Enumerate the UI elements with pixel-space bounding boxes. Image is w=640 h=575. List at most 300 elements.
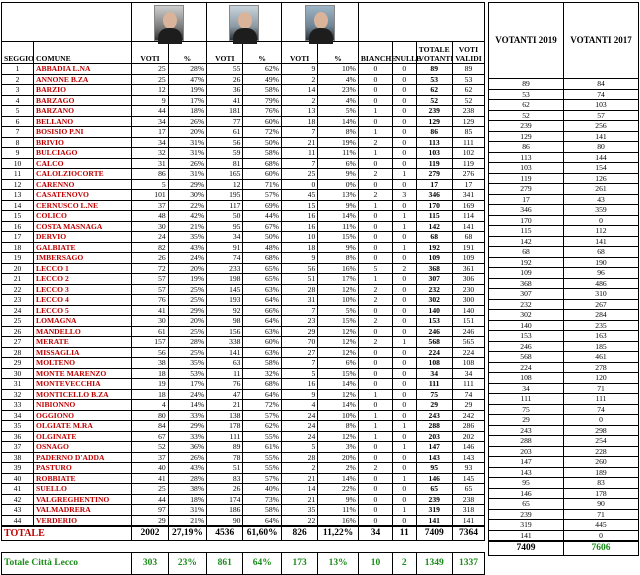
voti-2-cell: 193 bbox=[207, 295, 243, 306]
table-row bbox=[2, 295, 485, 306]
votanti-2017-cell: 144 bbox=[564, 152, 639, 163]
votanti-2019-cell: 53 bbox=[489, 89, 564, 100]
nulle-cell: 0 bbox=[393, 200, 417, 211]
voti-3-cell: 22 bbox=[281, 515, 317, 526]
pct-2-cell: 49% bbox=[243, 74, 281, 85]
voti-3-cell: 9 bbox=[281, 64, 317, 75]
bianche-cell: 0 bbox=[358, 211, 392, 222]
table-row bbox=[2, 484, 485, 495]
pct-2-cell: 50% bbox=[243, 232, 281, 243]
seggio-cell: 40 bbox=[2, 473, 34, 484]
comparison-row bbox=[489, 247, 639, 258]
table-row bbox=[2, 442, 485, 453]
voti-validi-cell: 361 bbox=[452, 263, 484, 274]
voti-3-cell: 2 bbox=[281, 463, 317, 474]
pct-3-cell: 9% bbox=[318, 494, 359, 505]
table-row bbox=[2, 263, 485, 274]
comparison-row bbox=[489, 457, 639, 468]
pct-2-cell: 44% bbox=[243, 211, 281, 222]
table-row bbox=[2, 379, 485, 390]
nulle-cell: 0 bbox=[393, 368, 417, 379]
voti-3-cell: 13 bbox=[281, 106, 317, 117]
comune-cell: NIBIONNO bbox=[34, 400, 132, 411]
nulle-cell: 1 bbox=[393, 221, 417, 232]
table-row bbox=[2, 190, 485, 201]
votanti-2017-cell: 68 bbox=[564, 247, 639, 258]
table-row bbox=[2, 326, 485, 337]
voti-3-cell: 18 bbox=[281, 242, 317, 253]
totale-votanti-cell: 75 bbox=[416, 389, 452, 400]
votanti-2019-cell: 143 bbox=[489, 467, 564, 478]
nulle-cell: 0 bbox=[393, 148, 417, 159]
voti-3-cell: 24 bbox=[281, 431, 317, 442]
pct-2-cell: 71% bbox=[243, 179, 281, 190]
voti-3-cell: 29 bbox=[281, 326, 317, 337]
table-row bbox=[2, 316, 485, 327]
seggio-cell: 11 bbox=[2, 169, 34, 180]
voti-1-cell: 30 bbox=[132, 221, 168, 232]
voti-3-cell: 27 bbox=[281, 347, 317, 358]
comparison-row bbox=[489, 520, 639, 531]
votanti-2017-cell: 284 bbox=[564, 310, 639, 321]
city-bianche: 10 bbox=[358, 553, 392, 575]
voti-1-cell: 82 bbox=[132, 242, 168, 253]
comune-cell: BELLANO bbox=[34, 116, 132, 127]
totale-votanti-cell: 243 bbox=[416, 410, 452, 421]
voti-validi-cell: 146 bbox=[452, 442, 484, 453]
totale-votanti-cell: 62 bbox=[416, 85, 452, 96]
voti-validi-cell: 286 bbox=[452, 421, 484, 432]
votanti-2017-cell: 235 bbox=[564, 320, 639, 331]
table-row bbox=[2, 505, 485, 516]
voti-validi-cell: 129 bbox=[452, 116, 484, 127]
voti-3-cell: 16 bbox=[281, 379, 317, 390]
bianche-cell: 2 bbox=[358, 337, 392, 348]
bianche-cell: 1 bbox=[358, 106, 392, 117]
votanti-2017-cell: 112 bbox=[564, 226, 639, 237]
totale-votanti-cell: 119 bbox=[416, 158, 452, 169]
seggio-cell: 30 bbox=[2, 368, 34, 379]
comparison-row bbox=[489, 352, 639, 363]
table-row bbox=[2, 64, 485, 75]
comune-cell: BULCIAGO bbox=[34, 148, 132, 159]
pct-2-cell: 64% bbox=[243, 389, 281, 400]
voti-1-cell: 37 bbox=[132, 452, 168, 463]
bianche-cell: 1 bbox=[358, 410, 392, 421]
nulle-cell: 0 bbox=[393, 484, 417, 495]
bianche-cell: 0 bbox=[358, 179, 392, 190]
totale-votanti-cell: 103 bbox=[416, 148, 452, 159]
votanti-2017-cell: 80 bbox=[564, 142, 639, 153]
pct-1-cell: 25% bbox=[168, 326, 206, 337]
pct-1-cell: 20% bbox=[168, 316, 206, 327]
bianche-cell: 0 bbox=[358, 64, 392, 75]
votanti-2019-cell: 319 bbox=[489, 520, 564, 531]
pct-3-cell: 14% bbox=[318, 473, 359, 484]
pct-2-cell: 40% bbox=[243, 484, 281, 495]
pct-1-cell: 43% bbox=[168, 463, 206, 474]
totale-votanti-cell: 246 bbox=[416, 326, 452, 337]
voti-validi-cell: 242 bbox=[452, 410, 484, 421]
voti-validi-cell: 140 bbox=[452, 305, 484, 316]
votanti-2017-cell: 126 bbox=[564, 173, 639, 184]
comune-cell: CALCO bbox=[34, 158, 132, 169]
city-p1: 23% bbox=[168, 553, 206, 575]
voti-2-cell: 95 bbox=[207, 221, 243, 232]
nulle-cell: 0 bbox=[393, 463, 417, 474]
seggio-cell: 43 bbox=[2, 505, 34, 516]
votanti-2017-cell: 359 bbox=[564, 205, 639, 216]
voti-2-cell: 117 bbox=[207, 200, 243, 211]
voti-1-cell: 25 bbox=[132, 64, 168, 75]
voti-1-cell: 34 bbox=[132, 137, 168, 148]
comparison-row bbox=[489, 394, 639, 405]
bianche-cell: 1 bbox=[358, 127, 392, 138]
voti-2-cell: 165 bbox=[207, 169, 243, 180]
voti-validi-cell: 565 bbox=[452, 337, 484, 348]
header-votanti-2017: VOTANTI 2017 bbox=[564, 3, 639, 79]
bianche-cell: 1 bbox=[358, 200, 392, 211]
voti-1-cell: 61 bbox=[132, 326, 168, 337]
pct-1-cell: 19% bbox=[168, 85, 206, 96]
comune-cell: BARZANO bbox=[34, 106, 132, 117]
votanti-2017-cell: 120 bbox=[564, 373, 639, 384]
votanti-2019-cell: 109 bbox=[489, 268, 564, 279]
votanti-2019-cell: 29 bbox=[489, 415, 564, 426]
pct-2-cell: 63% bbox=[243, 284, 281, 295]
totale-votanti-cell: 108 bbox=[416, 358, 452, 369]
seggio-cell: 1 bbox=[2, 64, 34, 75]
voti-1-cell: 157 bbox=[132, 337, 168, 348]
seggio-cell: 8 bbox=[2, 137, 34, 148]
comune-cell: GALBIATE bbox=[34, 242, 132, 253]
pct-1-cell: 25% bbox=[168, 347, 206, 358]
comparison-table bbox=[488, 2, 639, 556]
voti-3-cell: 31 bbox=[281, 295, 317, 306]
table-row bbox=[2, 515, 485, 526]
total-votanti-2019: 7409 bbox=[489, 541, 564, 556]
pct-1-cell: 22% bbox=[168, 200, 206, 211]
pct-1-cell: 35% bbox=[168, 232, 206, 243]
seggio-cell: 44 bbox=[2, 515, 34, 526]
total-label: TOTALE bbox=[2, 526, 132, 541]
pct-1-cell: 38% bbox=[168, 484, 206, 495]
pct-1-cell: 35% bbox=[168, 358, 206, 369]
pct-2-cell: 62% bbox=[243, 64, 281, 75]
seggio-cell: 25 bbox=[2, 316, 34, 327]
pct-1-cell: 29% bbox=[168, 421, 206, 432]
votanti-2017-cell: 310 bbox=[564, 289, 639, 300]
comparison-row bbox=[489, 194, 639, 205]
seggio-cell: 32 bbox=[2, 389, 34, 400]
votanti-2017-cell: 154 bbox=[564, 163, 639, 174]
nulle-cell: 1 bbox=[393, 337, 417, 348]
pct-2-cell: 65% bbox=[243, 274, 281, 285]
votanti-2019-cell: 52 bbox=[489, 110, 564, 121]
candidate-3-photo bbox=[305, 5, 335, 41]
voti-2-cell: 26 bbox=[207, 74, 243, 85]
voti-2-cell: 98 bbox=[207, 316, 243, 327]
pct-2-cell: 72% bbox=[243, 127, 281, 138]
bianche-cell: 1 bbox=[358, 421, 392, 432]
voti-2-cell: 59 bbox=[207, 148, 243, 159]
header-comune: COMUNE bbox=[34, 42, 132, 64]
totale-votanti-cell: 89 bbox=[416, 64, 452, 75]
pct-2-cell: 58% bbox=[243, 148, 281, 159]
totale-votanti-cell: 17 bbox=[416, 179, 452, 190]
pct-3-cell: 4% bbox=[318, 95, 359, 106]
bianche-cell: 2 bbox=[358, 463, 392, 474]
bianche-cell: 0 bbox=[358, 452, 392, 463]
voti-2-cell: 83 bbox=[207, 473, 243, 484]
votanti-2019-cell: 192 bbox=[489, 257, 564, 268]
pct-2-cell: 55% bbox=[243, 452, 281, 463]
voti-3-cell: 2 bbox=[281, 74, 317, 85]
voti-2-cell: 55 bbox=[207, 64, 243, 75]
voti-3-cell: 5 bbox=[281, 442, 317, 453]
votanti-2019-cell: 89 bbox=[489, 79, 564, 90]
comparison-row bbox=[489, 299, 639, 310]
voti-3-cell: 35 bbox=[281, 505, 317, 516]
voti-1-cell: 26 bbox=[132, 253, 168, 264]
total-v3: 826 bbox=[281, 526, 317, 541]
pct-3-cell: 10% bbox=[318, 295, 359, 306]
votanti-2019-cell: 368 bbox=[489, 278, 564, 289]
totale-votanti-cell: 232 bbox=[416, 284, 452, 295]
pct-2-cell: 60% bbox=[243, 337, 281, 348]
header-votanti-2019: VOTANTI 2019 bbox=[489, 3, 564, 79]
seggio-cell: 10 bbox=[2, 158, 34, 169]
voti-2-cell: 111 bbox=[207, 431, 243, 442]
pct-3-cell: 15% bbox=[318, 316, 359, 327]
voti-3-cell: 70 bbox=[281, 337, 317, 348]
city-v3: 173 bbox=[281, 553, 317, 575]
nulle-cell: 0 bbox=[393, 410, 417, 421]
votanti-2017-cell: 189 bbox=[564, 467, 639, 478]
nulle-cell: 0 bbox=[393, 389, 417, 400]
pct-1-cell: 24% bbox=[168, 389, 206, 400]
voti-1-cell: 25 bbox=[132, 74, 168, 85]
table-row bbox=[2, 137, 485, 148]
voti-3-cell: 25 bbox=[281, 169, 317, 180]
pct-2-cell: 60% bbox=[243, 116, 281, 127]
results-table bbox=[1, 2, 485, 575]
comparison-row bbox=[489, 373, 639, 384]
voti-validi-cell: 224 bbox=[452, 347, 484, 358]
seggio-cell: 15 bbox=[2, 211, 34, 222]
voti-validi-cell: 108 bbox=[452, 358, 484, 369]
seggio-cell: 21 bbox=[2, 274, 34, 285]
voti-2-cell: 50 bbox=[207, 211, 243, 222]
pct-1-cell: 17% bbox=[168, 379, 206, 390]
voti-3-cell: 28 bbox=[281, 284, 317, 295]
voti-3-cell: 10 bbox=[281, 232, 317, 243]
bianche-cell: 0 bbox=[358, 232, 392, 243]
totale-votanti-cell: 203 bbox=[416, 431, 452, 442]
totale-votanti-cell: 239 bbox=[416, 494, 452, 505]
table-row bbox=[2, 347, 485, 358]
votanti-2017-cell: 228 bbox=[564, 446, 639, 457]
table-row bbox=[2, 85, 485, 96]
bianche-cell: 0 bbox=[358, 400, 392, 411]
comune-cell: ANNONE B.ZA bbox=[34, 74, 132, 85]
bianche-cell: 1 bbox=[358, 389, 392, 400]
totale-votanti-cell: 115 bbox=[416, 211, 452, 222]
totale-votanti-cell: 279 bbox=[416, 169, 452, 180]
voti-2-cell: 74 bbox=[207, 253, 243, 264]
voti-2-cell: 181 bbox=[207, 106, 243, 117]
pct-2-cell: 68% bbox=[243, 253, 281, 264]
voti-3-cell: 9 bbox=[281, 253, 317, 264]
totale-votanti-cell: 302 bbox=[416, 295, 452, 306]
bianche-cell: 2 bbox=[358, 295, 392, 306]
pct-2-cell: 58% bbox=[243, 358, 281, 369]
total-v2: 4536 bbox=[207, 526, 243, 541]
votanti-2017-cell: 0 bbox=[564, 530, 639, 541]
city-p3: 13% bbox=[318, 553, 359, 575]
voti-2-cell: 195 bbox=[207, 190, 243, 201]
comune-cell: BARZIO bbox=[34, 85, 132, 96]
pct-2-cell: 57% bbox=[243, 473, 281, 484]
pct-3-cell: 11% bbox=[318, 148, 359, 159]
voti-validi-cell: 141 bbox=[452, 515, 484, 526]
voti-validi-cell: 230 bbox=[452, 284, 484, 295]
pct-2-cell: 65% bbox=[243, 263, 281, 274]
voti-3-cell: 11 bbox=[281, 148, 317, 159]
pct-1-cell: 31% bbox=[168, 148, 206, 159]
pct-3-cell: 15% bbox=[318, 368, 359, 379]
totale-votanti-cell: 52 bbox=[416, 95, 452, 106]
comune-cell: BOSISIO P.NI bbox=[34, 127, 132, 138]
seggio-cell: 31 bbox=[2, 379, 34, 390]
voti-3-cell: 23 bbox=[281, 316, 317, 327]
table-row bbox=[2, 116, 485, 127]
bianche-cell: 0 bbox=[358, 368, 392, 379]
pct-3-cell: 14% bbox=[318, 211, 359, 222]
votanti-2019-cell: 17 bbox=[489, 194, 564, 205]
voti-2-cell: 178 bbox=[207, 421, 243, 432]
pct-1-cell: 30% bbox=[168, 190, 206, 201]
voti-validi-cell: 53 bbox=[452, 74, 484, 85]
bianche-cell: 0 bbox=[358, 116, 392, 127]
pct-3-cell: 12% bbox=[318, 431, 359, 442]
voti-1-cell: 5 bbox=[132, 179, 168, 190]
votanti-2017-cell: 185 bbox=[564, 341, 639, 352]
votanti-2017-cell: 141 bbox=[564, 131, 639, 142]
voti-1-cell: 41 bbox=[132, 305, 168, 316]
seggio-cell: 9 bbox=[2, 148, 34, 159]
pct-1-cell: 33% bbox=[168, 410, 206, 421]
votanti-2019-cell: 140 bbox=[489, 320, 564, 331]
total-p3: 11,22% bbox=[318, 526, 359, 541]
votanti-2019-cell: 129 bbox=[489, 131, 564, 142]
voti-validi-cell: 52 bbox=[452, 95, 484, 106]
nulle-cell: 0 bbox=[393, 431, 417, 442]
city-total-row bbox=[2, 553, 485, 575]
bianche-cell: 0 bbox=[358, 74, 392, 85]
pct-2-cell: 57% bbox=[243, 410, 281, 421]
voti-2-cell: 174 bbox=[207, 494, 243, 505]
voti-validi-cell: 341 bbox=[452, 190, 484, 201]
votanti-2019-cell: 62 bbox=[489, 100, 564, 111]
pct-3-cell: 9% bbox=[318, 200, 359, 211]
table-row bbox=[2, 368, 485, 379]
comune-cell: BRIVIO bbox=[34, 137, 132, 148]
voti-2-cell: 78 bbox=[207, 452, 243, 463]
pct-3-cell: 4% bbox=[318, 74, 359, 85]
bianche-cell: 0 bbox=[358, 347, 392, 358]
nulle-cell: 0 bbox=[393, 284, 417, 295]
header-blank bbox=[2, 3, 132, 42]
voti-3-cell: 14 bbox=[281, 85, 317, 96]
votanti-2019-cell: 115 bbox=[489, 226, 564, 237]
seggio-cell: 3 bbox=[2, 85, 34, 96]
nulle-cell: 0 bbox=[393, 179, 417, 190]
bianche-cell: 0 bbox=[358, 379, 392, 390]
pct-3-cell: 11% bbox=[318, 505, 359, 516]
comune-cell: MOLTENO bbox=[34, 358, 132, 369]
votanti-2017-cell: 461 bbox=[564, 352, 639, 363]
votanti-2019-cell: 141 bbox=[489, 530, 564, 541]
comparison-row bbox=[489, 89, 639, 100]
pct-1-cell: 19% bbox=[168, 274, 206, 285]
votanti-2019-cell: 147 bbox=[489, 457, 564, 468]
pct-1-cell: 31% bbox=[168, 137, 206, 148]
voti-3-cell: 14 bbox=[281, 484, 317, 495]
voti-3-cell: 21 bbox=[281, 473, 317, 484]
voti-3-cell: 24 bbox=[281, 410, 317, 421]
table-row bbox=[2, 421, 485, 432]
pct-3-cell: 14% bbox=[318, 400, 359, 411]
table-row bbox=[2, 431, 485, 442]
voti-validi-cell: 238 bbox=[452, 106, 484, 117]
comune-cell: VERDERIO bbox=[34, 515, 132, 526]
table-row bbox=[2, 148, 485, 159]
pct-1-cell: 21% bbox=[168, 221, 206, 232]
pct-3-cell: 23% bbox=[318, 85, 359, 96]
voti-validi-cell: 143 bbox=[452, 452, 484, 463]
voti-1-cell: 86 bbox=[132, 169, 168, 180]
nulle-cell: 1 bbox=[393, 505, 417, 516]
votanti-2019-cell: 113 bbox=[489, 152, 564, 163]
nulle-cell: 1 bbox=[393, 442, 417, 453]
comune-cell: MONTICELLO B.ZA bbox=[34, 389, 132, 400]
pct-2-cell: 60% bbox=[243, 169, 281, 180]
voti-validi-cell: 145 bbox=[452, 473, 484, 484]
totale-votanti-cell: 142 bbox=[416, 221, 452, 232]
comparison-row bbox=[489, 467, 639, 478]
comune-cell: VALMADRERA bbox=[34, 505, 132, 516]
voti-3-cell: 21 bbox=[281, 137, 317, 148]
voti-validi-cell: 300 bbox=[452, 295, 484, 306]
comparison-row bbox=[489, 320, 639, 331]
voti-validi-cell: 29 bbox=[452, 400, 484, 411]
voti-3-cell: 15 bbox=[281, 200, 317, 211]
comparison-row bbox=[489, 152, 639, 163]
comune-cell: MISSAGLIA bbox=[34, 347, 132, 358]
votanti-2017-cell: 267 bbox=[564, 299, 639, 310]
voti-validi-cell: 111 bbox=[452, 379, 484, 390]
totale-votanti-cell: 109 bbox=[416, 253, 452, 264]
comparison-row bbox=[489, 499, 639, 510]
voti-3-cell: 7 bbox=[281, 127, 317, 138]
table-row bbox=[2, 242, 485, 253]
voti-1-cell: 67 bbox=[132, 431, 168, 442]
voti-1-cell: 12 bbox=[132, 85, 168, 96]
bianche-cell: 0 bbox=[358, 305, 392, 316]
voti-1-cell: 44 bbox=[132, 106, 168, 117]
seggio-cell: 29 bbox=[2, 358, 34, 369]
